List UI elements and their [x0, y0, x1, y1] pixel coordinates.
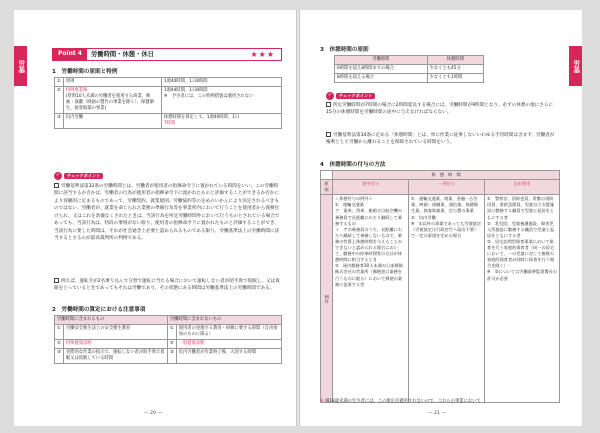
section-3-heading: 3 休憩時間の原則: [320, 47, 369, 53]
table-row: ② 特例事業場 (常時10人未満の労働者を使用する商業、映画・演劇（映画の製作の事業を除く）、保健衛生、接客娯楽の事業) 1週44時間、1日8時間 ※ 予少者には、この特例措置は適用されない: [55, 87, 282, 114]
paragraph-extension: 所定労働時間が7時間の場合に2時間延長する場合には、労働時間が9時間となり、必ずの休憩の他にさらに15分の休憩時間を労働時間の途中に与えなければならない。: [326, 103, 554, 116]
paragraph-driver-nap: 例えば、運転手が2名乗り込んで交替で運転に当たる場合において運転しない者が助手席で仮眠し、又は仮眠をとっているときであってもそれは労働であり、その状態にある時間は労働基準法上の労働時間である。: [54, 279, 280, 292]
chapter-tab-left: 労基: [14, 46, 27, 86]
check-icon: ✓: [327, 92, 333, 99]
chapter-tab-right: 労基: [569, 46, 582, 86]
table-row: 6時間を超え8時間までの場合 少なくとも45分: [335, 65, 484, 74]
table-row: ① 労働安全衛生法上の安全衛生教育 ① 使用者の実施する教育・研修に要する時間（自由参加のものに限る）: [55, 325, 282, 340]
table-row: ② 特殊健康診断 ② 一般健康診断: [55, 340, 282, 349]
break-time-table: [334, 55, 484, 83]
checkbox-icon: [326, 132, 331, 137]
importance-stars: ★★★: [250, 49, 275, 59]
break-granting-table: [320, 170, 560, 403]
included-excluded-table: [54, 315, 282, 364]
point-header: [52, 48, 282, 61]
point-label: Point 4: [53, 49, 87, 60]
working-hours-table: [54, 77, 282, 129]
table-header-row: 労働時間 休憩時間: [335, 56, 484, 65]
section-4-heading: 4 休憩時間の付与の方法: [320, 162, 386, 168]
check-icon: ✓: [55, 172, 61, 179]
paragraph-break-definition: 労働基準法第34条に定める「休憩時間」とは、単に作業に従事しないいわゆる手待時間は含まず、労働者が権利として労働から離れることを保障されている時間をいう。: [326, 133, 555, 146]
section-2-heading: 2 労働時間の算定における注意事項: [52, 307, 146, 313]
checkbox-icon: [54, 183, 59, 188]
checkbox-icon: [54, 278, 59, 283]
table-row: 例外 ＜休憩付与の例外＞ ① 運輸交通業 ア 電車、列車、船舶又は航空機の乗務員で長距離にわたり継続して乗務するもの イ アの乗務員のうち、長距離にわたり継続して乗務しないもので、乗務の性質上休憩時間を与えることができないと認められる場合において、勤務中の停車時間等の合計が休憩時間に相当するとき ② 屋内勤務者30人未満の日本郵便株式会社の営業所（郵便窓口業務を行うものに限る）において郵便の業務に従事する者 ① 運輸交通業、商業、金融・広告業、映画・演劇業、通信業、保健衛生業、接客娯楽業、官公署の事業 ② 坑内労働 ※ ①以外の事業であっても労使協定（労使協定は行政官庁へ届出不要）で一定の事項を定めた場合 ① 警察官、消防吏員、常勤の消防団員、准救急隊員、児童自立支援施設に勤務する職員で児童と起居をともにする者 ② 乳児院、児童養護施設、障害児入所施設に勤務する職員で児童と起居をともにする者 ③ 居宅訪問型保育事業において保育を行う家庭的保育者（同一の居宅において、一の児童に対して複数の家庭的保育者が同時に保育を行う場合を除く） ※ ③については労働基準監督署長の許可が必要: [321, 195, 560, 403]
table-row: 8時間を超える場合 少なくとも1時間: [335, 74, 484, 83]
page-number-left: ― 20 ―: [144, 411, 162, 417]
footnote: ※ 満18歳未満の年少者には、この規定が適用されないので、これらの事業において: [320, 399, 481, 404]
left-page: [14, 10, 296, 426]
check-point-badge: ✓ チェックポイント: [54, 172, 103, 180]
checkbox-icon: [326, 102, 331, 107]
right-page: [300, 10, 582, 426]
paragraph-working-time-definition: 労働基準法第32条の労働時間とは、労働者が使用者の指揮命令下に置かれている時間をいい、この労働時間に該当するか否かは、労働者の行為が使用者の指揮命令下に置かれたものと評価することができるか否かにより客観的に定まるものであって、労働契約、就業規則、労働協約等の定めのいかんにより決定されるべきものではない。労働者が、就業を命じられた業務の準備行為等を事業所内において行うことを使用者から義務付けられ、又はこれを余儀なくされたときは、当該行為を所定労働時間外において行うものとされている場合であっても、当該行為は、特段の事情がない限り、使用者の指揮命令下に置かれたものと評価することができ、当該行為に要した時間は、それが社会通念上必要と認められるものである限り、労働基準法上の労働時間に該当するとするのが最高裁判所の判例である。: [54, 184, 280, 242]
table-row: ③ 実際的な作業の指示で、運転しない者が助手席で仮眠又は仮眠している時間 ③ 坑内労働者が作業終了後、入浴する時間: [55, 349, 282, 364]
check-point-badge: ✓ チェックポイント: [326, 92, 375, 100]
table-row: ③ 坑内労働 休憩時間を算定して、1週40時間、1日 7時間: [55, 114, 282, 129]
page-number-right: ― 21 ―: [428, 411, 446, 417]
table-title-row: 休 憩 時 間: [321, 171, 560, 180]
table-header-row: 原則 途中付与 一斉付与 自由利用: [321, 180, 560, 195]
table-header-row: 労働時間に含まれるもの 労働時間に含まれないもの: [55, 316, 282, 325]
section-1-heading: 1 労働時間の原則と特例: [52, 69, 118, 75]
table-row: ① 原則 1週40時間、1日8時間: [55, 78, 282, 87]
point-title: 労働時間・休憩・休日: [90, 50, 154, 58]
